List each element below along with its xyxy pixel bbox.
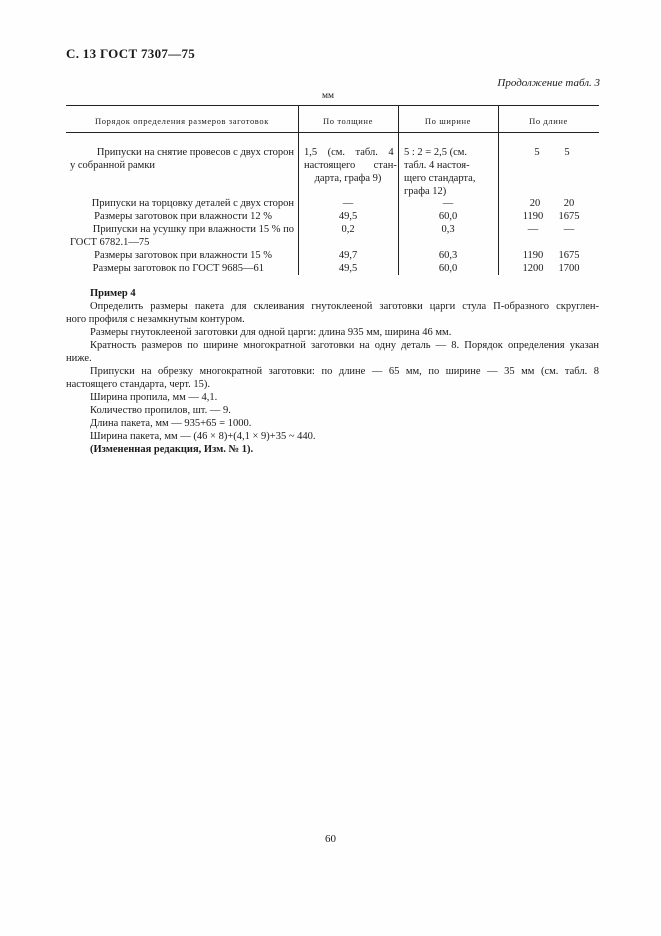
example-para-4-line-1: Припуски на обрезку многократной заготовки: по длине — 65 мм, по ширине — 35 мм (см. табл. 8 bbox=[90, 366, 599, 377]
row-1-length-a: 5 bbox=[534, 147, 540, 158]
row-6-thickness: 49,5 bbox=[338, 263, 358, 274]
row-3-label: Размеры заготовок при влажности 12 % bbox=[94, 211, 272, 222]
example-para-8: Ширина пакета, мм — (46 × 8)+(4,1 × 9)+35 ~ 440. bbox=[90, 431, 316, 442]
example-para-9-amendment: (Измененная редакция, Изм. № 1). bbox=[90, 444, 254, 455]
row-1-thickness-line-3: дарта, графа 9) bbox=[314, 173, 382, 184]
column-header-thickness: По толщине bbox=[323, 116, 373, 126]
row-1-width-line-2: табл. 4 настоя- bbox=[404, 160, 470, 171]
table-top-rule bbox=[66, 105, 599, 106]
row-2-length-a: 20 bbox=[529, 198, 541, 209]
example-para-4-line-2: настоящего стандарта, черт. 15). bbox=[66, 379, 211, 390]
row-5-width: 60,3 bbox=[438, 250, 458, 261]
example-para-5: Ширина пропила, мм — 4,1. bbox=[90, 392, 218, 403]
row-1-thickness-line-1: 1,5 (см. табл. 4 bbox=[304, 147, 394, 158]
row-6-length-b: 1700 bbox=[558, 263, 580, 274]
page-header: С. 13 ГОСТ 7307—75 bbox=[66, 46, 196, 61]
example-para-2: Размеры гнутоклееной заготовки для одной царги: длина 935 мм, ширина 46 мм. bbox=[90, 327, 452, 338]
example-para-3-line-2: ниже. bbox=[66, 353, 92, 364]
row-4-label-line-1: Припуски на усушку при влажности 15 % по bbox=[92, 224, 294, 235]
row-4-length-a: — bbox=[527, 224, 539, 235]
row-1-width-line-1: 5 : 2 = 2,5 (см. bbox=[404, 147, 468, 158]
example-para-1-line-1: Определить размеры пакета для склеивания гнутоклееной заготовки царги стула П-образного скруглен- bbox=[90, 301, 599, 312]
row-2-thickness: — bbox=[342, 198, 354, 209]
example-para-6: Количество пропилов, шт. — 9. bbox=[90, 405, 231, 416]
row-4-width: 0,3 bbox=[441, 224, 455, 235]
row-6-label: Размеры заготовок по ГОСТ 9685—61 bbox=[92, 263, 264, 274]
continuation-label: Продолжение табл. 3 bbox=[497, 77, 600, 89]
row-2-width: — bbox=[442, 198, 454, 209]
row-4-label-line-2: ГОСТ 6782.1—75 bbox=[70, 237, 150, 248]
row-1-length-b: 5 bbox=[564, 147, 570, 158]
row-3-thickness: 49,5 bbox=[338, 211, 358, 222]
row-1-label-line-1: Припуски на снятие провесов с двух сторон bbox=[96, 147, 294, 158]
row-6-width: 60,0 bbox=[438, 263, 458, 274]
row-5-length-b: 1675 bbox=[558, 250, 580, 261]
row-1-label-line-2: у собранной рамки bbox=[70, 160, 156, 171]
row-3-length-a: 1190 bbox=[522, 211, 544, 222]
column-header-width: По ширине bbox=[424, 116, 472, 126]
row-1-width-line-4: графа 12) bbox=[404, 186, 447, 197]
row-5-thickness: 49,7 bbox=[338, 250, 358, 261]
row-3-width: 60,0 bbox=[438, 211, 458, 222]
table-header-rule bbox=[66, 132, 599, 133]
row-1-width-line-3: щего стандарта, bbox=[404, 173, 476, 184]
example-title: Пример 4 bbox=[90, 288, 136, 299]
row-4-thickness: 0,2 bbox=[341, 224, 355, 235]
example-para-1-line-2: ного профиля с незамкнутым контуром. bbox=[66, 314, 245, 325]
row-5-label: Размеры заготовок при влажности 15 % bbox=[94, 250, 272, 261]
example-para-3-line-1: Кратность размеров по ширине многократной заготовки на одну деталь — 8. Порядок определения указан bbox=[90, 340, 599, 351]
row-1-thickness-line-2: настоящего стан- bbox=[304, 160, 397, 171]
row-5-length-a: 1190 bbox=[522, 250, 544, 261]
row-3-length-b: 1675 bbox=[558, 211, 580, 222]
unit-label: мм bbox=[322, 91, 335, 101]
row-4-length-b: — bbox=[563, 224, 575, 235]
page-number: 60 bbox=[325, 833, 336, 845]
example-para-7: Длина пакета, мм — 935+65 = 1000. bbox=[90, 418, 252, 429]
row-2-label: Припуски на торцовку деталей с двух сторон bbox=[91, 198, 294, 209]
row-2-length-b: 20 bbox=[563, 198, 575, 209]
column-divider-3 bbox=[498, 105, 499, 275]
column-header-procedure: Порядок определения размеров заготовок bbox=[95, 116, 269, 126]
column-header-length: По длине bbox=[529, 116, 568, 126]
row-6-length-a: 1200 bbox=[522, 263, 544, 274]
